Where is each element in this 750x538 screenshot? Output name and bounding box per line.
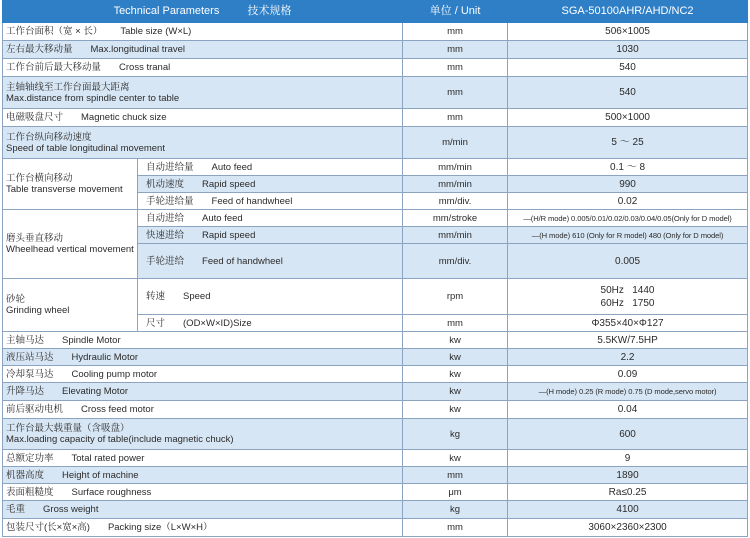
param-label: 自动进给量 Auto feed: [138, 159, 403, 176]
param-label: 冷却泵马达 Cooling pump motor: [3, 366, 403, 383]
value-cell: 5.5KW/7.5HP: [508, 332, 748, 349]
value-cell: [508, 279, 748, 315]
unit-cell: kw: [403, 383, 508, 401]
unit-cell: m/min: [403, 127, 508, 159]
table-row: [3, 366, 748, 383]
table-row: [3, 349, 748, 366]
value-cell: 1890: [508, 467, 748, 484]
unit-cell: μm: [403, 484, 508, 501]
value-cell: —(H mode) 610 (Only for R model) 480 (Only for D model): [508, 227, 748, 244]
table-row: [3, 419, 748, 450]
param-label: 主轴轴线至工作台面最大距离 Max.distance from spindle center to table: [3, 77, 403, 109]
value-cell: Φ355×40×Φ127: [508, 315, 748, 332]
unit-cell: kg: [403, 501, 508, 519]
table-row: [3, 127, 748, 159]
value-cell: 600: [508, 419, 748, 450]
value-cell: 990: [508, 176, 748, 193]
unit-cell: rpm: [403, 279, 508, 315]
unit-cell: kw: [403, 450, 508, 467]
unit-cell: mm/min: [403, 176, 508, 193]
value-cell: 9: [508, 450, 748, 467]
table-row: [3, 41, 748, 59]
value-cell: 4100: [508, 501, 748, 519]
value-cell: Ra≤0.25: [508, 484, 748, 501]
table-row: [3, 401, 748, 419]
table-row: [3, 332, 748, 349]
technical-parameters-table: [2, 0, 748, 537]
table-row: [3, 59, 748, 77]
param-label: 手轮进给 Feed of handwheel: [138, 244, 403, 279]
unit-cell: mm: [403, 77, 508, 109]
param-label: 自动进给 Auto feed: [138, 210, 403, 227]
table-row: [3, 159, 748, 176]
value-cell: 3060×2360×2300: [508, 519, 748, 537]
table-row: [3, 501, 748, 519]
value-cell: 2.2: [508, 349, 748, 366]
speed-50hz: 50Hz 1440: [600, 284, 655, 296]
header-unit: 单位 / Unit: [403, 1, 508, 23]
value-cell: 540: [508, 59, 748, 77]
param-label: 机器高度 Height of machine: [3, 467, 403, 484]
unit-cell: mm/min: [403, 159, 508, 176]
param-label: 主轴马达 Spindle Motor: [3, 332, 403, 349]
table-row: [3, 109, 748, 127]
table-row: [3, 77, 748, 109]
value-cell: 1030: [508, 41, 748, 59]
unit-cell: kw: [403, 366, 508, 383]
param-label: 工作台面积（宽 × 长） Table size (W×L): [3, 23, 403, 41]
unit-cell: mm: [403, 315, 508, 332]
param-label: 转速 Speed: [138, 279, 403, 315]
table-row: [3, 467, 748, 484]
unit-cell: mm/div.: [403, 193, 508, 210]
value-cell: 0.02: [508, 193, 748, 210]
unit-cell: mm: [403, 519, 508, 537]
value-cell: 5 ～ 25: [508, 127, 748, 159]
group-label-transverse: 工作台横向移动 Table transverse movement: [3, 159, 138, 210]
param-label: 毛重 Gross weight: [3, 501, 403, 519]
speed-60hz: 60Hz 1750: [600, 297, 655, 309]
unit-cell: mm: [403, 59, 508, 77]
value-cell: 0.1 ～ 8: [508, 159, 748, 176]
table-row: [3, 279, 748, 315]
group-label-grinding-wheel: 砂轮 Grinding wheel: [3, 279, 138, 332]
table-row: [3, 23, 748, 41]
table-row: [3, 519, 748, 537]
header-title-en: Technical Parameters: [113, 5, 220, 17]
table-row: [3, 484, 748, 501]
unit-cell: kg: [403, 419, 508, 450]
header-title: [3, 1, 403, 23]
param-label: 前后驱动电机 Cross feed motor: [3, 401, 403, 419]
group-label-wheelhead: 磨头垂直移动 Wheelhead vertical movement: [3, 210, 138, 279]
param-label: 尺寸 (OD×W×ID)Size: [138, 315, 403, 332]
value-cell: —(H mode) 0.25 (R mode) 0.75 (D mode,servo motor): [508, 383, 748, 401]
value-cell: 0.09: [508, 366, 748, 383]
value-cell: 500×1000: [508, 109, 748, 127]
param-label: 包装尺寸(长×宽×高) Packing size（L×W×H）: [3, 519, 403, 537]
unit-cell: mm: [403, 467, 508, 484]
value-cell: 0.04: [508, 401, 748, 419]
table-row: [3, 383, 748, 401]
value-cell: 506×1005: [508, 23, 748, 41]
unit-cell: mm: [403, 23, 508, 41]
value-cell: —(H/R mode) 0.005/0.01/0.02/0.03/0.04/0.05(Only for D model): [508, 210, 748, 227]
unit-cell: mm/min: [403, 227, 508, 244]
value-cell: 540: [508, 77, 748, 109]
table-row: [3, 450, 748, 467]
header-model: SGA-50100AHR/AHD/NC2: [508, 1, 748, 23]
unit-cell: mm/div.: [403, 244, 508, 279]
unit-cell: mm/stroke: [403, 210, 508, 227]
param-label: 工作台最大载重量（含吸盘） Max.loading capacity of table(include magnetic chuck): [3, 419, 403, 450]
unit-cell: kw: [403, 332, 508, 349]
param-label: 电磁吸盘尺寸 Magnetic chuck size: [3, 109, 403, 127]
table-row: [3, 210, 748, 227]
param-label: 升降马达 Elevating Motor: [3, 383, 403, 401]
param-label: 工作台前后最大移动量 Cross tranal: [3, 59, 403, 77]
param-label: 工作台纵向移动速度 Speed of table longitudinal movement: [3, 127, 403, 159]
unit-cell: kw: [403, 401, 508, 419]
unit-cell: kw: [403, 349, 508, 366]
param-label: 机动速度 Rapid speed: [138, 176, 403, 193]
unit-cell: mm: [403, 109, 508, 127]
value-cell: 0.005: [508, 244, 748, 279]
unit-cell: mm: [403, 41, 508, 59]
header-title-zh: 技术规格: [247, 5, 292, 17]
param-label: 左右最大移动量 Max.longitudinal travel: [3, 41, 403, 59]
header-row: [3, 1, 748, 23]
param-label: 液压站马达 Hydraulic Motor: [3, 349, 403, 366]
param-label: 总额定功率 Total rated power: [3, 450, 403, 467]
param-label: 快速进给 Rapid speed: [138, 227, 403, 244]
param-label: 手轮进给量 Feed of handwheel: [138, 193, 403, 210]
param-label: 表面粗糙度 Surface roughness: [3, 484, 403, 501]
